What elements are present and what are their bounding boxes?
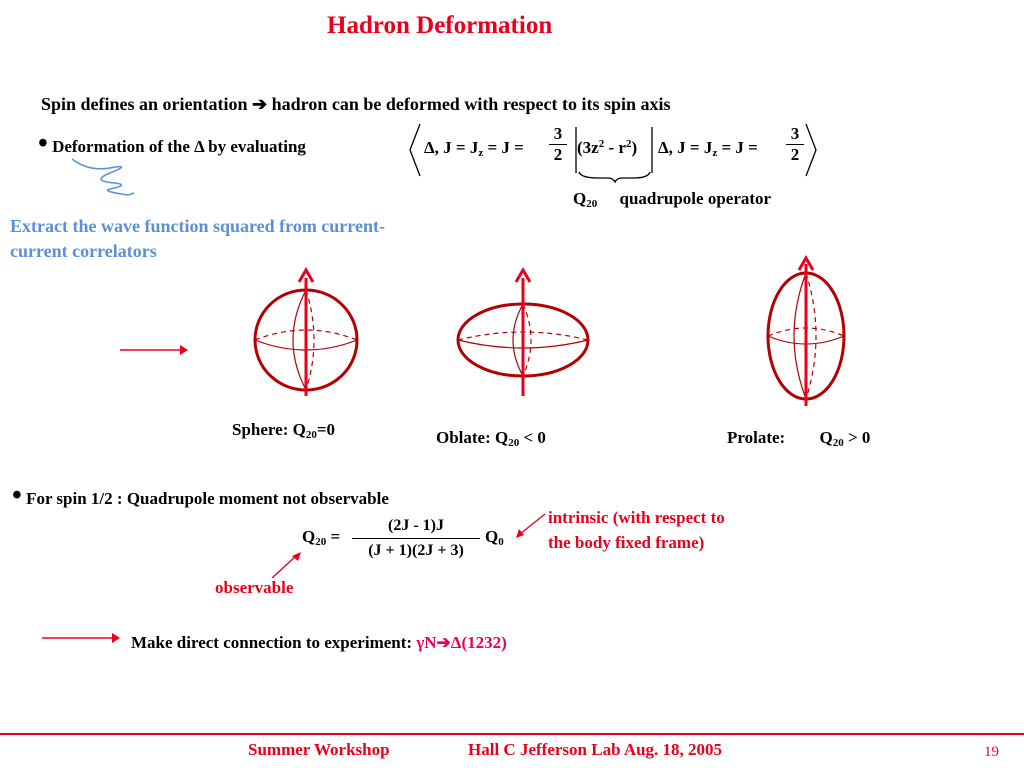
oblate-label [436,428,546,449]
formula-den: (J + 1)(2J + 3) [368,542,464,559]
observable-note: observable [215,578,294,597]
ket-fraction [786,124,804,165]
deformation-bullet [38,128,306,159]
reaction-post: Δ(1232) [450,633,507,652]
ket-eq: = J = [721,138,758,157]
reaction-arrow-icon: ➔ [436,633,451,652]
prolate-label-q: Q [819,428,833,447]
arrow-icon: ➔ [252,94,268,114]
extract-text [10,214,385,264]
bra-state [424,138,524,159]
intrinsic-line1: intrinsic (with respect to [548,508,725,527]
sphere-label [232,420,335,441]
sphere-shape [250,268,365,396]
bullet-icon: • [38,128,48,159]
bra-sub: z [478,147,484,159]
prolate-shape [760,256,855,406]
footer-right: Hall C Jefferson Lab Aug. 18, 2005 [468,740,723,759]
ket-sub: z [712,147,718,159]
reaction-pre: γN [416,633,437,652]
bra-text: Δ, J = J [424,138,479,157]
page-number: 19 [984,744,999,760]
formula-lhs-sub: 20 [315,536,327,548]
q20-desc: quadrupole operator [619,189,772,208]
formula-lhs-q: Q [302,527,316,546]
spin-orientation-line [41,94,671,115]
spin-text-post: hadron can be deformed with respect to its spin axis [271,94,671,114]
intrinsic-arrow-icon [510,510,550,540]
intrinsic-line2: the body fixed frame) [548,533,705,552]
formula-num: (2J - 1)J [352,514,480,539]
pointer-arrow-icon [118,340,190,360]
bra-eq: = J = [487,138,524,157]
q20-sub: 20 [586,198,598,210]
op-post: ) [631,138,638,157]
bra-num: 3 [549,124,567,145]
prolate-label [727,428,870,449]
formula-eq: = [330,527,341,546]
prolate-label-sub: 20 [832,437,844,449]
deformation-text: Deformation of the Δ by evaluating [52,137,306,156]
connection-arrow-icon [40,628,122,648]
extract-line1: Extract the wave function squared from current- [10,216,385,236]
op-pre: (3z [577,138,599,157]
sphere-label-pre: Sphere: Q [232,420,306,439]
oblate-label-pre: Oblate: Q [436,428,509,447]
prolate-label-pre: Prolate: [727,428,786,447]
footer-divider [0,733,1024,735]
formula-fraction [352,514,480,563]
oblate-shape [455,268,600,396]
op-sup1: 2 [598,138,605,150]
op-sup2: 2 [625,138,632,150]
ket-text: Δ, J = J [658,138,713,157]
connection-line [131,633,507,653]
formula-rhs-q: Q [485,527,499,546]
bullet-icon: • [12,480,22,511]
ket-state [658,138,758,159]
ket-den: 2 [790,145,800,164]
squiggle-arrow-icon [70,155,150,200]
bra-fraction [549,124,567,165]
spin-half-bullet [12,480,389,511]
extract-line2: current correlators [10,241,157,261]
formula-rhs-sub: 0 [498,536,504,548]
footer-left: Summer Workshop [248,740,390,759]
oblate-label-sub: 20 [508,437,520,449]
sphere-label-sub: 20 [305,429,317,441]
intrinsic-note [548,505,725,555]
slide-title: Hadron Deformation [327,12,553,39]
spin-half-text: For spin 1/2 : Quadrupole moment not observable [26,489,389,508]
prolate-label-post: > 0 [843,428,871,447]
observable-arrow-icon [268,548,308,582]
operator [577,138,637,158]
formula-rhs [485,527,504,548]
spin-text-pre: Spin defines an orientation [41,94,248,114]
connection-text: Make direct connection to experiment: [131,633,413,652]
oblate-label-post: < 0 [519,428,546,447]
op-mid: - r [604,138,626,157]
sphere-label-post: =0 [316,420,336,439]
ket-num: 3 [786,124,804,145]
bra-den: 2 [553,145,563,164]
q20-q: Q [573,189,587,208]
formula-lhs [302,527,340,548]
q20-operator-label [573,189,771,210]
